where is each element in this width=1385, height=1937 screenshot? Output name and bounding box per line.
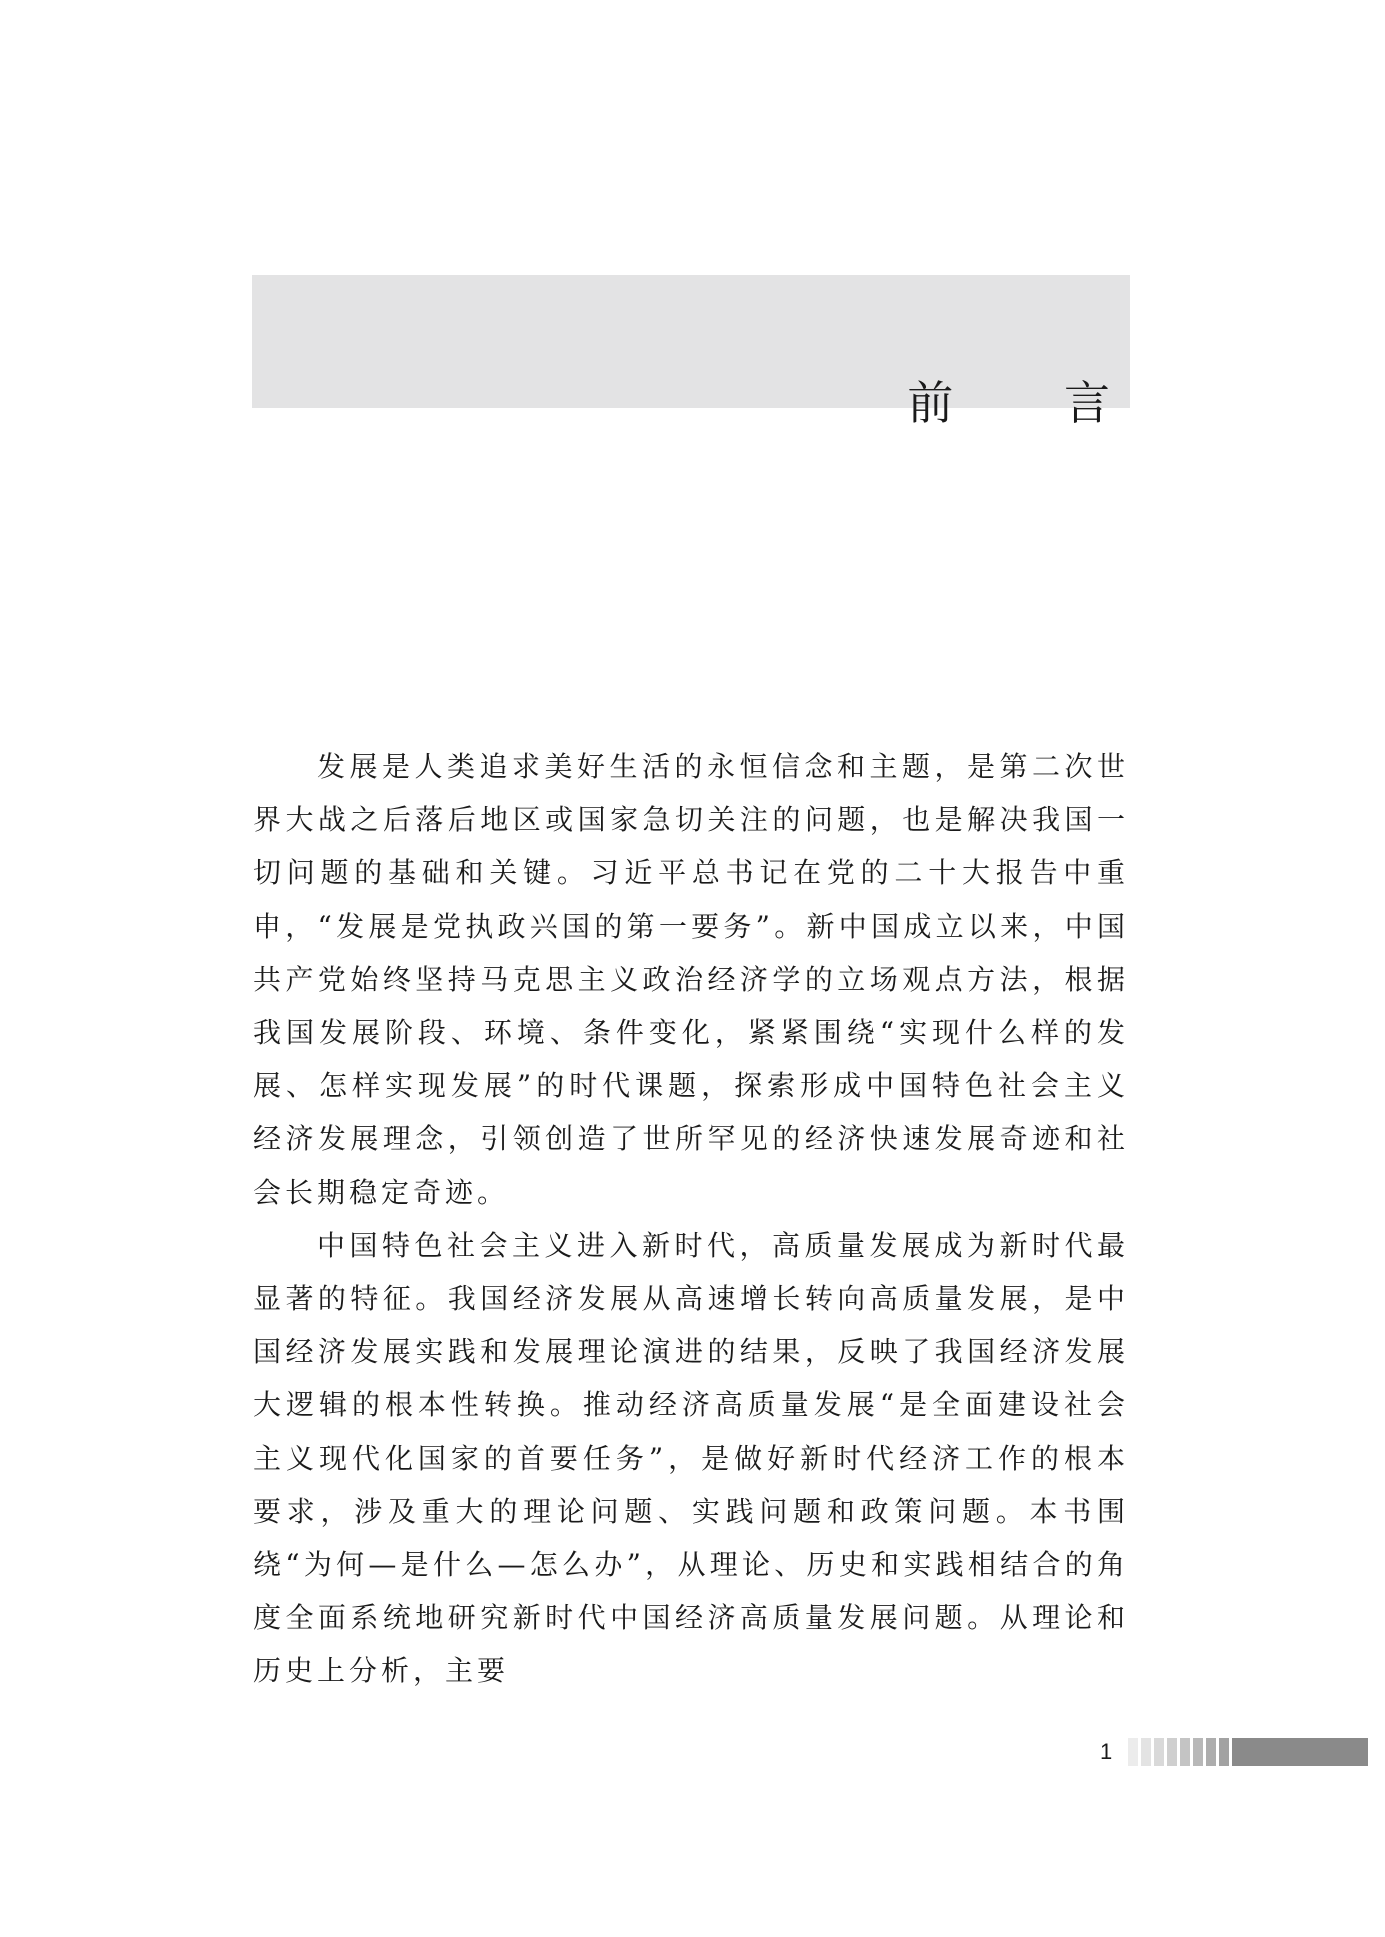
page-title: 前 言 [907,376,1158,430]
decorative-bar-segment [1180,1738,1190,1766]
page-footer [1100,1737,1368,1767]
decorative-footer-bar [1128,1738,1368,1766]
paragraph-2: 中国特色社会主义进入新时代，高质量发展成为新时代最显著的特征。我国经济发展从高速增长转向高质量发展，是中国经济发展实践和发展理论演进的结果，反映了我国经济发展大逻辑的根本性转换。推动经济高质量发展“是全面建设社会主义现代化国家的首要任务”，是做好新时代经济工作的根本要求，涉及重大的理论问题、实践问题和政策问题。本书围绕“为何—是什么—怎么办”，从理论、历史和实践相结合的角度全面系统地研究新时代中国经济高质量发展问题。从理论和历史上分析，主要 [253,1228,1129,1688]
decorative-bar-segment [1206,1738,1216,1766]
body-text [253,740,1129,1698]
decorative-bar-segment [1154,1738,1164,1766]
decorative-bar-segment [1193,1738,1203,1766]
decorative-bar-segment [1128,1738,1138,1766]
decorative-bar-segment [1219,1738,1229,1766]
paragraph-1: 发展是人类追求美好生活的永恒信念和主题，是第二次世界大战之后落后地区或国家急切关注的问题，也是解决我国一切问题的基础和关键。习近平总书记在党的二十大报告中重申，“发展是党执政兴国的第一要务”。新中国成立以来，中国共产党始终坚持马克思主义政治经济学的立场观点方法，根据我国发展阶段、环境、条件变化，紧紧围绕“实现什么样的发展、怎样实现发展”的时代课题，探索形成中国特色社会主义经济发展理念，引领创造了世所罕见的经济快速发展奇迹和社会长期稳定奇迹。 [253,750,1129,1209]
decorative-bar-segment [1167,1738,1177,1766]
decorative-bar-end [1232,1738,1368,1766]
page-number: 1 [1100,1739,1113,1764]
decorative-bar-segment [1141,1738,1151,1766]
